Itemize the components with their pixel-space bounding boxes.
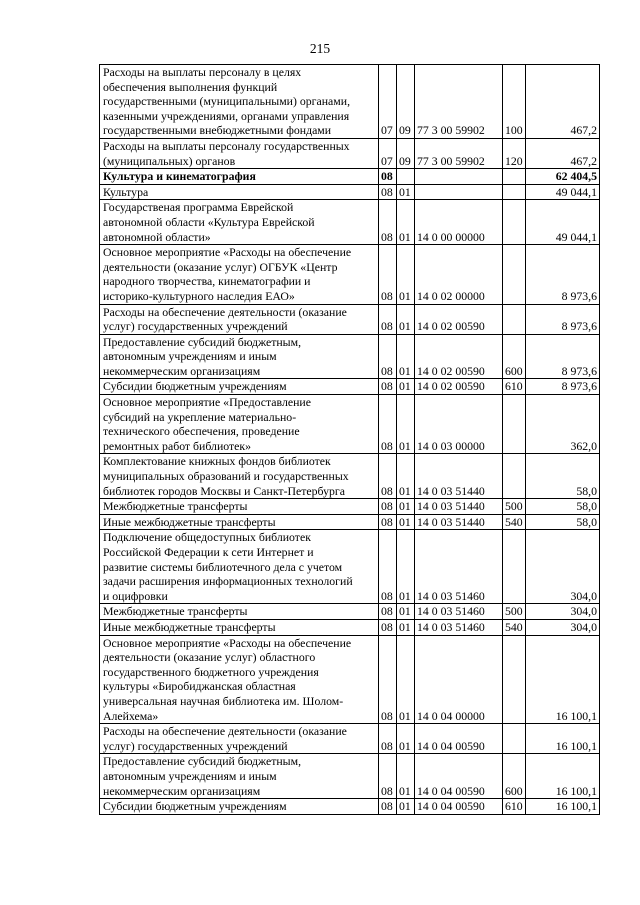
- table-row: [100, 454, 600, 499]
- expense-type-cell: 600: [503, 334, 526, 379]
- expense-name-line: муниципальных образований и государственных: [103, 469, 349, 484]
- subsection-code-cell: 01: [397, 334, 415, 379]
- page-number: 215: [309, 41, 331, 56]
- expense-name-line: Основное мероприятие «Расходы на обеспечение: [103, 635, 352, 650]
- expense-type-cell: [503, 454, 526, 499]
- section-code-cell: 08: [379, 245, 397, 304]
- target-article-cell: 14 0 03 51440: [415, 454, 503, 499]
- expense-name-cell: [100, 724, 379, 754]
- expense-name-line: Культура: [103, 184, 149, 199]
- subsection-code-cell: 01: [397, 454, 415, 499]
- section-code-cell: 08: [379, 754, 397, 799]
- subsection-code-cell: 09: [397, 138, 415, 168]
- subsection-code-cell: 01: [397, 514, 415, 530]
- expense-name-line: некоммерческим организациям: [103, 783, 261, 798]
- expense-type-cell: 100: [503, 65, 526, 139]
- expense-name-line: (муниципальных) органов: [103, 153, 236, 168]
- target-article-cell: 77 3 00 59902: [415, 138, 503, 168]
- expense-name-cell: [100, 754, 379, 799]
- expense-name-cell: [100, 245, 379, 304]
- table-row: [100, 169, 600, 185]
- table-row: [100, 724, 600, 754]
- target-article-cell: 14 0 04 00590: [415, 799, 503, 815]
- expense-name-line: Расходы на выплаты персоналу государственных: [103, 138, 350, 153]
- section-code-cell: 08: [379, 635, 397, 724]
- expense-name-line: и оцифровки: [103, 588, 168, 603]
- expense-name-line: Алейхема»: [103, 708, 159, 723]
- table-row: [100, 245, 600, 304]
- target-article-cell: 14 0 02 00000: [415, 245, 503, 304]
- amount-cell: 62 404,5: [526, 169, 600, 185]
- section-code-cell: 08: [379, 379, 397, 395]
- section-code-cell: 08: [379, 169, 397, 185]
- expense-name-line: Расходы на выплаты персоналу в целях: [103, 65, 302, 79]
- expense-name-line: Субсидии бюджетным учреждениям: [103, 379, 287, 394]
- expense-type-cell: [503, 245, 526, 304]
- subsection-code-cell: 09: [397, 65, 415, 139]
- amount-cell: 16 100,1: [526, 754, 600, 799]
- amount-cell: 8 973,6: [526, 334, 600, 379]
- section-code-cell: 07: [379, 65, 397, 139]
- expense-name-line: услуг) государственных учреждений: [103, 319, 288, 334]
- amount-cell: 58,0: [526, 454, 600, 499]
- section-code-cell: 08: [379, 799, 397, 815]
- expense-name-line: государственными внебюджетными фондами: [103, 123, 332, 138]
- table-row: [100, 334, 600, 379]
- section-code-cell: 08: [379, 304, 397, 334]
- target-article-cell: 14 0 03 51460: [415, 619, 503, 635]
- expense-name-line: Межбюджетные трансферты: [103, 604, 248, 619]
- expense-name-line: Культура и кинематография: [103, 169, 256, 184]
- expense-name-cell: [100, 635, 379, 724]
- amount-cell: 304,0: [526, 619, 600, 635]
- expense-name-line: Подключение общедоступных библиотек: [103, 530, 311, 545]
- expense-name-line: народного творчества, кинематографии и: [103, 274, 311, 289]
- amount-cell: 49 044,1: [526, 200, 600, 245]
- expense-type-cell: [503, 724, 526, 754]
- expense-name-line: услуг) государственных учреждений: [103, 738, 288, 753]
- subsection-code-cell: 01: [397, 724, 415, 754]
- expense-name-cell: [100, 65, 379, 139]
- table-row: [100, 514, 600, 530]
- amount-cell: 8 973,6: [526, 245, 600, 304]
- subsection-code-cell: 01: [397, 754, 415, 799]
- expense-name-line: Комплектование книжных фондов библиотек: [103, 454, 331, 469]
- expense-name-line: казенными учреждениями, органами управления: [103, 108, 350, 123]
- section-code-cell: 08: [379, 724, 397, 754]
- expense-type-cell: [503, 304, 526, 334]
- expense-name-line: субсидий на укрепление материально-: [103, 409, 297, 424]
- expense-type-cell: [503, 184, 526, 200]
- amount-cell: 304,0: [526, 530, 600, 604]
- expense-name-cell: [100, 379, 379, 395]
- expense-name-line: деятельности (оказание услуг) ОГБУК «Центр: [103, 259, 338, 274]
- section-code-cell: 08: [379, 514, 397, 530]
- amount-cell: 8 973,6: [526, 379, 600, 395]
- target-article-cell: 14 0 02 00590: [415, 334, 503, 379]
- expense-type-cell: 610: [503, 379, 526, 395]
- expense-name-line: автономной области»: [103, 229, 211, 244]
- expense-name-line: развитие системы библиотечного дела с учетом: [103, 559, 343, 574]
- expense-name-line: некоммерческим организациям: [103, 363, 261, 378]
- expense-name-line: Основное мероприятие «Предоставление: [103, 395, 311, 410]
- target-article-cell: 77 3 00 59902: [415, 65, 503, 139]
- subsection-code-cell: 01: [397, 604, 415, 620]
- table-row: [100, 635, 600, 724]
- expense-type-cell: [503, 169, 526, 185]
- amount-cell: 8 973,6: [526, 304, 600, 334]
- target-article-cell: 14 0 03 00000: [415, 395, 503, 454]
- expense-name-line: технического обеспечения, проведение: [103, 424, 300, 439]
- target-article-cell: 14 0 04 00000: [415, 635, 503, 724]
- target-article-cell: 14 0 04 00590: [415, 724, 503, 754]
- subsection-code-cell: 01: [397, 304, 415, 334]
- table-row: [100, 184, 600, 200]
- expense-name-line: Расходы на обеспечение деятельности (оказание: [103, 304, 347, 319]
- subsection-code-cell: 01: [397, 635, 415, 724]
- expense-name-line: библиотек городов Москвы и Санкт-Петербурга: [103, 483, 345, 498]
- expense-type-cell: [503, 635, 526, 724]
- target-article-cell: 14 0 02 00590: [415, 304, 503, 334]
- amount-cell: 58,0: [526, 499, 600, 515]
- expense-name-line: Межбюджетные трансферты: [103, 499, 248, 514]
- expense-name-cell: [100, 619, 379, 635]
- target-article-cell: 14 0 03 51460: [415, 604, 503, 620]
- amount-cell: 16 100,1: [526, 799, 600, 815]
- amount-cell: 16 100,1: [526, 724, 600, 754]
- amount-cell: 49 044,1: [526, 184, 600, 200]
- expense-type-cell: 600: [503, 754, 526, 799]
- expense-type-cell: 120: [503, 138, 526, 168]
- expense-name-line: Иные межбюджетные трансферты: [103, 514, 276, 529]
- table-row: [100, 530, 600, 604]
- expense-name-cell: [100, 169, 379, 185]
- expense-name-line: Предоставление субсидий бюджетным,: [103, 754, 302, 769]
- section-code-cell: 08: [379, 395, 397, 454]
- section-code-cell: 08: [379, 454, 397, 499]
- expense-name-line: историко-культурного наследия ЕАО»: [103, 288, 295, 303]
- expense-name-line: Предоставление субсидий бюджетным,: [103, 334, 302, 349]
- expense-name-line: обеспечения выполнения функций: [103, 79, 278, 94]
- table-row: [100, 65, 600, 139]
- subsection-code-cell: 01: [397, 245, 415, 304]
- expense-name-line: Российской Федерации к сети Интернет и: [103, 545, 314, 559]
- section-code-cell: 08: [379, 530, 397, 604]
- target-article-cell: 14 0 03 51440: [415, 514, 503, 530]
- table-row: [100, 604, 600, 620]
- subsection-code-cell: 01: [397, 379, 415, 395]
- expense-name-line: культуры «Биробиджанская областная: [103, 679, 296, 694]
- subsection-code-cell: 01: [397, 530, 415, 604]
- table-row: [100, 200, 600, 245]
- expense-name-cell: [100, 499, 379, 515]
- section-code-cell: 08: [379, 184, 397, 200]
- expense-name-cell: [100, 454, 379, 499]
- subsection-code-cell: 01: [397, 619, 415, 635]
- amount-cell: 467,2: [526, 65, 600, 139]
- expense-name-line: Основное мероприятие «Расходы на обеспечение: [103, 245, 352, 260]
- expense-name-cell: [100, 304, 379, 334]
- table-row: [100, 395, 600, 454]
- expense-name-cell: [100, 530, 379, 604]
- expense-type-cell: 500: [503, 499, 526, 515]
- target-article-cell: [415, 169, 503, 185]
- expense-name-line: Государственая программа Еврейской: [103, 200, 294, 215]
- expense-name-line: универсальная научная библиотека им. Шолом-: [103, 693, 344, 708]
- amount-cell: 304,0: [526, 604, 600, 620]
- expense-name-cell: [100, 184, 379, 200]
- expense-type-cell: 540: [503, 514, 526, 530]
- section-code-cell: 08: [379, 499, 397, 515]
- expense-type-cell: 500: [503, 604, 526, 620]
- target-article-cell: 14 0 03 51440: [415, 499, 503, 515]
- expense-name-cell: [100, 604, 379, 620]
- expense-name-line: ремонтных работ библиотек»: [103, 438, 252, 453]
- section-code-cell: 07: [379, 138, 397, 168]
- table-row: [100, 304, 600, 334]
- target-article-cell: 14 0 04 00590: [415, 754, 503, 799]
- table-row: [100, 499, 600, 515]
- expense-name-line: Расходы на обеспечение деятельности (оказание: [103, 724, 347, 739]
- expense-name-cell: [100, 395, 379, 454]
- table-row: [100, 754, 600, 799]
- budget-table: [99, 64, 600, 815]
- amount-cell: 362,0: [526, 395, 600, 454]
- expense-name-cell: [100, 514, 379, 530]
- table-row: [100, 799, 600, 815]
- expense-name-line: деятельности (оказание услуг) областного: [103, 650, 316, 665]
- expense-name-line: автономным учреждениям и иным: [103, 349, 277, 364]
- table-row: [100, 379, 600, 395]
- section-code-cell: 08: [379, 334, 397, 379]
- expense-type-cell: 610: [503, 799, 526, 815]
- expense-name-line: Субсидии бюджетным учреждениям: [103, 799, 287, 814]
- section-code-cell: 08: [379, 619, 397, 635]
- section-code-cell: 08: [379, 200, 397, 245]
- expense-name-cell: [100, 799, 379, 815]
- table-row: [100, 619, 600, 635]
- amount-cell: 16 100,1: [526, 635, 600, 724]
- expense-name-cell: [100, 138, 379, 168]
- expense-type-cell: 540: [503, 619, 526, 635]
- subsection-code-cell: 01: [397, 499, 415, 515]
- expense-type-cell: [503, 395, 526, 454]
- expense-name-cell: [100, 200, 379, 245]
- expense-name-line: автономной области «Культура Еврейской: [103, 214, 315, 229]
- subsection-code-cell: 01: [397, 184, 415, 200]
- expense-name-line: государственными (муниципальными) органами,: [103, 94, 351, 109]
- section-code-cell: 08: [379, 604, 397, 620]
- expense-name-line: задачи расширения информационных технологий: [103, 574, 353, 589]
- expense-name-line: государственного бюджетного учреждения: [103, 664, 319, 679]
- target-article-cell: 14 0 00 00000: [415, 200, 503, 245]
- target-article-cell: 14 0 02 00590: [415, 379, 503, 395]
- target-article-cell: [415, 184, 503, 200]
- expense-name-line: автономным учреждениям и иным: [103, 768, 277, 783]
- subsection-code-cell: 01: [397, 200, 415, 245]
- subsection-code-cell: 01: [397, 395, 415, 454]
- amount-cell: 467,2: [526, 138, 600, 168]
- expense-type-cell: [503, 200, 526, 245]
- expense-type-cell: [503, 530, 526, 604]
- table-row: [100, 138, 600, 168]
- expense-name-cell: [100, 334, 379, 379]
- subsection-code-cell: [397, 169, 415, 185]
- target-article-cell: 14 0 03 51460: [415, 530, 503, 604]
- amount-cell: 58,0: [526, 514, 600, 530]
- budget-table-body: [100, 65, 600, 815]
- subsection-code-cell: 01: [397, 799, 415, 815]
- expense-name-line: Иные межбюджетные трансферты: [103, 619, 276, 634]
